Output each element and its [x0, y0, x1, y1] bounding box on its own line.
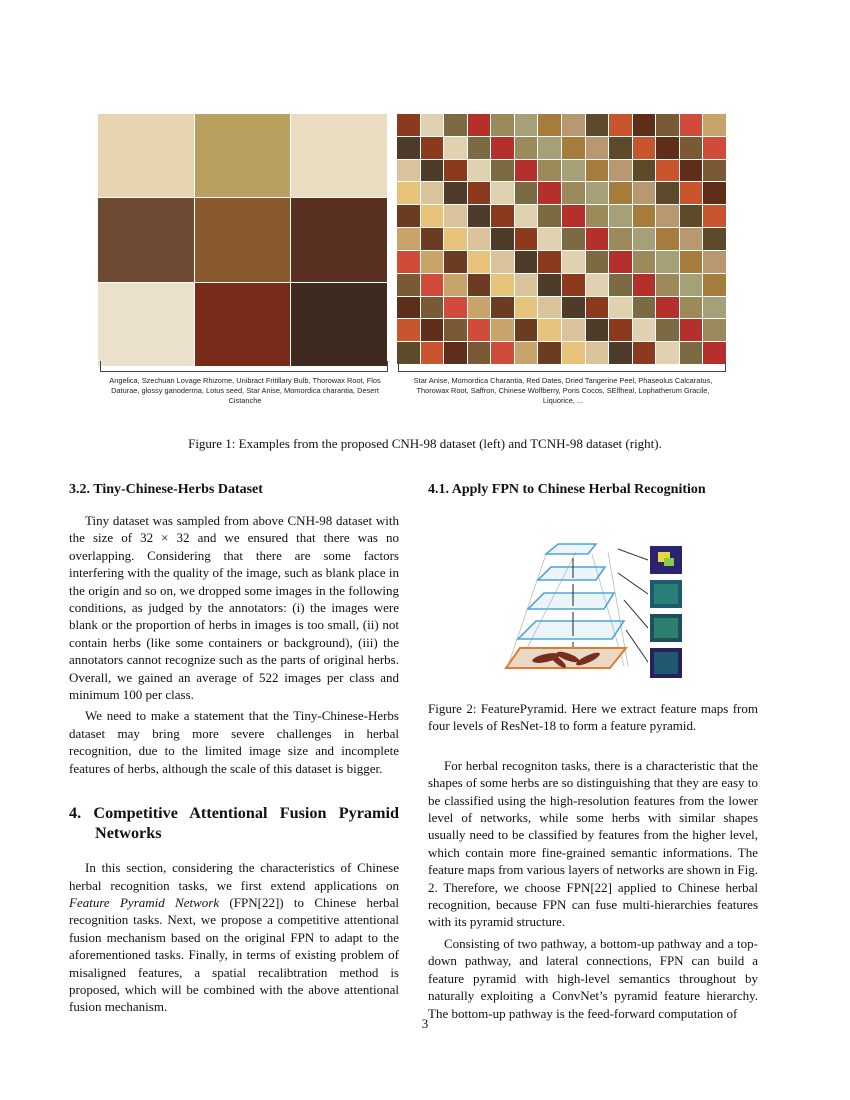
herb-photo [195, 283, 291, 366]
herb-thumbnail [421, 319, 444, 341]
herb-thumbnail [491, 251, 514, 273]
herb-thumbnail [538, 251, 561, 273]
herb-thumbnail [515, 160, 538, 182]
herb-thumbnail [515, 228, 538, 250]
herb-thumbnail [586, 297, 609, 319]
herb-thumbnail [680, 114, 703, 136]
figure-1 [98, 114, 728, 366]
herb-thumbnail [633, 297, 656, 319]
herb-thumbnail [491, 114, 514, 136]
herb-thumbnail [562, 274, 585, 296]
herb-thumbnail [538, 114, 561, 136]
pyramid-level-3 [538, 567, 605, 580]
herb-thumbnail [633, 114, 656, 136]
tcnh98-image-grid [397, 114, 726, 364]
figure-2-feature-pyramid [428, 540, 758, 680]
herb-thumbnail [538, 319, 561, 341]
herb-thumbnail [491, 228, 514, 250]
herb-thumbnail [609, 205, 632, 227]
page-number: 3 [421, 1016, 429, 1031]
herb-thumbnail [586, 319, 609, 341]
herb-thumbnail [609, 137, 632, 159]
herb-thumbnail [538, 274, 561, 296]
herb-thumbnail [515, 319, 538, 341]
herb-thumbnail [586, 137, 609, 159]
herb-thumbnail [538, 205, 561, 227]
herb-thumbnail [421, 114, 444, 136]
herb-thumbnail [703, 228, 726, 250]
herb-thumbnail [680, 274, 703, 296]
pyramid-level-1 [518, 621, 624, 639]
herb-thumbnail [633, 137, 656, 159]
section-3-2-paragraph-2: We need to make a statement that the Tiny-Chinese-Herbs dataset may bring more severe challenges in herbal recognition, due to the limited image size and incomplete features of herbs, although the scale of this dataset is bigger. [69, 708, 399, 776]
pyramid-level-2 [528, 593, 614, 609]
herb-thumbnail [468, 182, 491, 204]
left-column [69, 482, 399, 1016]
herb-thumbnail [397, 160, 420, 182]
herb-thumbnail [586, 182, 609, 204]
herb-photo [98, 198, 194, 281]
herb-thumbnail [562, 228, 585, 250]
herb-thumbnail [444, 137, 467, 159]
herb-thumbnail [468, 297, 491, 319]
herb-thumbnail [562, 114, 585, 136]
herb-photo [291, 198, 387, 281]
herb-thumbnail [444, 274, 467, 296]
herb-thumbnail [656, 137, 679, 159]
herb-photo [98, 114, 194, 197]
herb-thumbnail [562, 182, 585, 204]
herb-photo [98, 283, 194, 366]
herb-thumbnail [397, 182, 420, 204]
herb-thumbnail [703, 251, 726, 273]
herb-thumbnail [703, 182, 726, 204]
herb-thumbnail [421, 274, 444, 296]
herb-thumbnail [609, 228, 632, 250]
herb-thumbnail [444, 114, 467, 136]
herb-thumbnail [656, 228, 679, 250]
herb-thumbnail [680, 205, 703, 227]
herb-thumbnail [680, 297, 703, 319]
herb-thumbnail [680, 251, 703, 273]
herb-thumbnail [703, 205, 726, 227]
right-herb-list: Star Anise, Momordica Charantia, Red Dates, Dried Tangerine Peel, Phaseolus Calcaratus, Thorowax Root, Saffron, Chinese Wolfberry, Poris Cocos, SElfheal, Lophatherum Gracile, Liquorice, ... [413, 376, 713, 405]
herb-thumbnail [586, 114, 609, 136]
figure-1-caption: Figure 1: Examples from the proposed CNH-98 dataset (left) and TCNH-98 dataset (right). [188, 436, 662, 451]
herb-thumbnail [491, 137, 514, 159]
herb-thumbnail [609, 274, 632, 296]
herb-thumbnail [421, 228, 444, 250]
fpn-term: Feature Pyramid Network [69, 894, 220, 910]
herb-thumbnail [656, 160, 679, 182]
left-grid-brace [100, 361, 388, 372]
herb-thumbnail [538, 160, 561, 182]
herb-thumbnail [562, 251, 585, 273]
herb-thumbnail [421, 160, 444, 182]
herb-thumbnail [656, 182, 679, 204]
figure-2-caption: Figure 2: FeaturePyramid. Here we extract feature maps from four levels of ResNet-18 to form a feature pyramid. [428, 701, 758, 734]
herb-thumbnail [609, 114, 632, 136]
herb-thumbnail [397, 251, 420, 273]
herb-thumbnail [491, 160, 514, 182]
herb-thumbnail [491, 319, 514, 341]
right-grid-brace [398, 361, 726, 372]
pyramid-level-4 [546, 544, 596, 554]
herb-thumbnail [397, 205, 420, 227]
herb-thumbnail [656, 319, 679, 341]
herb-thumbnail [703, 319, 726, 341]
herb-thumbnail [609, 251, 632, 273]
herb-thumbnail [538, 297, 561, 319]
section-4-heading: 4. Competitive Attentional Fusion Pyramid Networks [69, 804, 399, 843]
herb-thumbnail [538, 182, 561, 204]
herb-thumbnail [444, 160, 467, 182]
herb-thumbnail [444, 182, 467, 204]
herb-thumbnail [703, 114, 726, 136]
section-4-paragraph-1 [69, 859, 399, 1016]
herb-thumbnail [562, 319, 585, 341]
herb-thumbnail [421, 297, 444, 319]
herb-thumbnail [609, 182, 632, 204]
herb-thumbnail [397, 319, 420, 341]
herb-thumbnail [444, 297, 467, 319]
herb-thumbnail [586, 251, 609, 273]
herb-thumbnail [656, 205, 679, 227]
herb-thumbnail [586, 160, 609, 182]
herb-thumbnail [633, 160, 656, 182]
herb-thumbnail [633, 251, 656, 273]
herb-photo [195, 114, 291, 197]
herb-thumbnail [562, 137, 585, 159]
herb-thumbnail [609, 319, 632, 341]
herb-thumbnail [468, 137, 491, 159]
herb-thumbnail [633, 319, 656, 341]
herb-thumbnail [562, 160, 585, 182]
herb-photo [195, 198, 291, 281]
herb-thumbnail [515, 137, 538, 159]
herb-thumbnail [703, 274, 726, 296]
section-4-1-paragraph-1: For herbal recogniton tasks, there is a characteristic that the shapes of some herbs are so distinguishing that they are easy to be classified using the high-resolution features from the lower level of networks, while some herbs with similar shapes usually need to be classified by features from the higher level, which contain more fine-grained semantic informations. The feature maps from various layers of networks are shown in Fig. 2. Therefore, we choose FPN[22] applied to Chinese herbal recognition, because FPN can fuse multi-hierarchies features with its pyramid structure. [428, 757, 758, 930]
section-4-1-paragraph-2: Consisting of two pathway, a bottom-up pathway and a top-down pathway, and lateral connections, FPN can build a feature pyramid with high-level semantics throughout by naturally exploiting a ConvNet’s pyramid feature hierarchy. The bottom-up pathway is the feed-forward computation of [428, 935, 758, 1021]
herb-thumbnail [468, 205, 491, 227]
herb-thumbnail [586, 274, 609, 296]
feature-map-arrows [618, 549, 648, 662]
herb-thumbnail [680, 228, 703, 250]
herb-thumbnail [421, 205, 444, 227]
herb-thumbnail [633, 274, 656, 296]
herb-thumbnail [515, 205, 538, 227]
herb-thumbnail [397, 274, 420, 296]
herb-thumbnail [397, 137, 420, 159]
herb-thumbnail [656, 297, 679, 319]
herb-thumbnail [444, 228, 467, 250]
herb-thumbnail [397, 228, 420, 250]
herb-thumbnail [703, 297, 726, 319]
herb-thumbnail [656, 274, 679, 296]
herb-thumbnail [468, 319, 491, 341]
herb-thumbnail [680, 160, 703, 182]
herb-thumbnail [562, 205, 585, 227]
left-herb-list: Angelica, Szechuan Lovage Rhizome, Unibract Fritillary Bulb, Thorowax Root, Flos Daturae, glossy ganoderma, Lotus seed, Star Anise, Momordica charantia, Desert Cistanche [109, 376, 381, 405]
herb-thumbnail [444, 251, 467, 273]
herb-thumbnail [703, 137, 726, 159]
herb-thumbnail [538, 228, 561, 250]
section-4-p1-part-a: In this section, considering the characteristics of Chinese herbal recognition tasks, we first extend applications on [69, 860, 399, 893]
herb-thumbnail [633, 228, 656, 250]
section-4-p1-part-b: (FPN[22]) to Chinese herbal recognition tasks. Next, we propose a competitive attentional fusion mechanism based on the original FPN to adapt to the aforementioned tasks. Finally, in terms of existing problem of misaligned features, a spatial recalibtration method is proposed, which will be combined with the above attentional fusion mechanism. [69, 894, 400, 1015]
herb-thumbnail [586, 228, 609, 250]
herb-photo [291, 114, 387, 197]
herb-thumbnail [703, 160, 726, 182]
herb-thumbnail [468, 160, 491, 182]
herb-thumbnail [633, 182, 656, 204]
herb-thumbnail [491, 297, 514, 319]
herb-thumbnail [538, 137, 561, 159]
herb-thumbnail [468, 274, 491, 296]
herb-thumbnail [680, 137, 703, 159]
herb-thumbnail [586, 205, 609, 227]
herb-thumbnail [491, 205, 514, 227]
herb-thumbnail [444, 205, 467, 227]
herb-photo [291, 283, 387, 366]
section-4-1-heading: 4.1. Apply FPN to Chinese Herbal Recognition [428, 482, 706, 497]
herb-thumbnail [421, 137, 444, 159]
herb-thumbnail [421, 251, 444, 273]
herb-thumbnail [515, 182, 538, 204]
herb-thumbnail [656, 114, 679, 136]
herb-thumbnail [515, 297, 538, 319]
cnh98-image-grid [98, 114, 387, 366]
herb-thumbnail [562, 297, 585, 319]
herb-thumbnail [680, 182, 703, 204]
herb-thumbnail [609, 160, 632, 182]
herb-thumbnail [680, 319, 703, 341]
herb-thumbnail [468, 251, 491, 273]
herb-thumbnail [444, 319, 467, 341]
herb-thumbnail [515, 274, 538, 296]
herb-thumbnail [633, 205, 656, 227]
herb-thumbnail [515, 251, 538, 273]
herb-thumbnail [656, 251, 679, 273]
herb-thumbnail [468, 114, 491, 136]
feature-maps [650, 546, 682, 678]
section-3-2-paragraph-1: Tiny dataset was sampled from above CNH-98 dataset with the size of 32 × 32 and we ensured that there was no overlapping. Considering that there are some factors interfering with the quality of the image, such as blank place in the origin and so on, we dropped some images in the following conditions, as judged by the annotators: (i) the images were blank or the proportion of herbs in images is too small, (ii) not contain herbs (like some containers or background), (iii) the annotators cannot recognize such as the parts of original herbs. Overall, we gained an average of 522 images per class and minimum 100 per class. [69, 513, 399, 703]
herb-thumbnail [609, 297, 632, 319]
herb-thumbnail [397, 297, 420, 319]
right-column [428, 482, 758, 1022]
herb-thumbnail [515, 114, 538, 136]
herb-thumbnail [491, 182, 514, 204]
herb-thumbnail [397, 114, 420, 136]
herb-thumbnail [491, 274, 514, 296]
herb-thumbnail [468, 228, 491, 250]
herb-thumbnail [421, 182, 444, 204]
section-3-2-heading: 3.2. Tiny-Chinese-Herbs Dataset [69, 482, 263, 497]
